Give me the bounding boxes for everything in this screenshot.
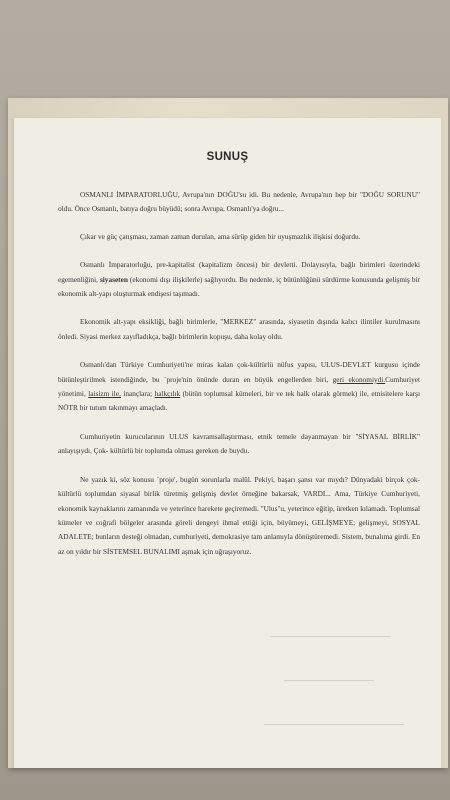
text-run: Cumhuriyet yönetimi,	[58, 374, 421, 399]
text-run: aşmak için uğraşıyoruz.	[179, 546, 252, 556]
text-run: Ne yazık ki, söz konusu `proje', bugün sorunlarla malûl. Pekiyi, başarı şansı var mıydı? Dünyadaki birçok çok-kültürlü toplumdan siyasal birlik türetmiş gelişmiş devlet örneğine bakarsak, VARDI... Ama, Türkiye Cumhuriyeti, ekonomik kaynaklarını zamanında ve yeterince harekete geçiremedi. "Ulus"u, yeterince eğitip, üretken kılamadı. Toplumsal kümeler ve coğrafi bölgeler arasında göreli dengeyi ihmal ettiği için, büyümeyi, GELİŞMEYE; gelişmeyi, SOSYAL ADALETE; bunların desteği olmadan, cumhuriyeti, demokrasiye tam anlamıyla dönüştüremedi. Sistem, bunalıma girdi. En az on yıldır bir	[58, 474, 420, 556]
text-run: OSMANLI İMPARATORLUĞU, Avrupa'nın DOĞU'su idi. Bu nedenle, Avrupa'nın hep bir	[80, 190, 360, 199]
page-body	[58, 188, 420, 573]
paragraph-3	[58, 258, 420, 301]
text-run: oldu. Önce Osmanlı, batıya doğru büyüdü; sonra Avrupa, Osmanlı'ya doğru...	[58, 204, 284, 214]
paragraph-5	[58, 358, 420, 416]
book-page	[14, 118, 442, 768]
emphasis-siyaseten: siyaseten	[99, 274, 128, 284]
paragraph-6: Cumhuriyetin kurucularının ULUS kavramsallaştırması, etnik temele dayanmayan bir "SİYASAL BİRLİK" anlayışıydı. Çok- kültürlü bir toplumda olması gereken de buydu.	[58, 431, 420, 456]
text-run: Osmanlı İmparatorluğu, pre-kapitalist (kapitalizm öncesi) bir devletti. Dolayısıyla, bağlı birimleri üzerindeki egemenliğini,	[58, 260, 420, 284]
text-run: Osmanlı'dan Türkiye Cumhuriyeti'ne miras kalan çok-kültürlü nüfus yapısı, ULUS-DEVLET kurgusu içinde bütünleştirilmek istendiğinde, bu `proje'nin önünde duran en büyük engellerden biri,	[58, 360, 420, 384]
text-run: (bütün toplumsal kümeleri, bir ve tek halk olarak görmek) ile, etnisitelere karşı NÖTR bir tutum takınmayı amaçladı.	[58, 389, 420, 413]
page-title: SUNUŞ	[206, 151, 249, 163]
show-through-line	[270, 636, 390, 637]
underlined-halkcilik: halkçılık	[154, 389, 181, 399]
paragraph-4: Ekonomik alt-yapı eksikliği, bağlı birimlerle, "MERKEZ" arasında, siyasetin dışında kalıcı ilintiler kurulmasını önledi. Siyasi merkez zayıfladıkça, bağlı birimlerin kopuşu, daha kolay oldu.	[58, 317, 420, 341]
paragraph-2: Çıkar ve güç çatışması, zaman zaman durulan, ama sürüp giden bir uyuşmazlık ilişkisi doğurdu.	[80, 231, 361, 241]
text-run: (ekonomi dışı ilişkilerle) sağlıyordu. Bu nedenle, iç bütünlüğünü sürdürme konusunda gelişmiş bir ekonomik alt-yapı oluşturmak endişesi taşımadı.	[58, 274, 420, 299]
show-through-line	[284, 680, 374, 681]
text-run: inançlara;	[120, 389, 155, 399]
paragraph-1	[58, 188, 420, 217]
text-run: "DOĞU SORUNU"	[359, 190, 420, 199]
underlined-laisizm: laisizm ile,	[88, 389, 121, 399]
text-run: SİSTEMSEL BUNALIMI	[103, 546, 180, 556]
show-through-line	[264, 724, 404, 725]
underlined-geri-ekonomiydi: geri ekonomiydi.	[332, 374, 386, 384]
paragraph-7	[58, 473, 420, 559]
